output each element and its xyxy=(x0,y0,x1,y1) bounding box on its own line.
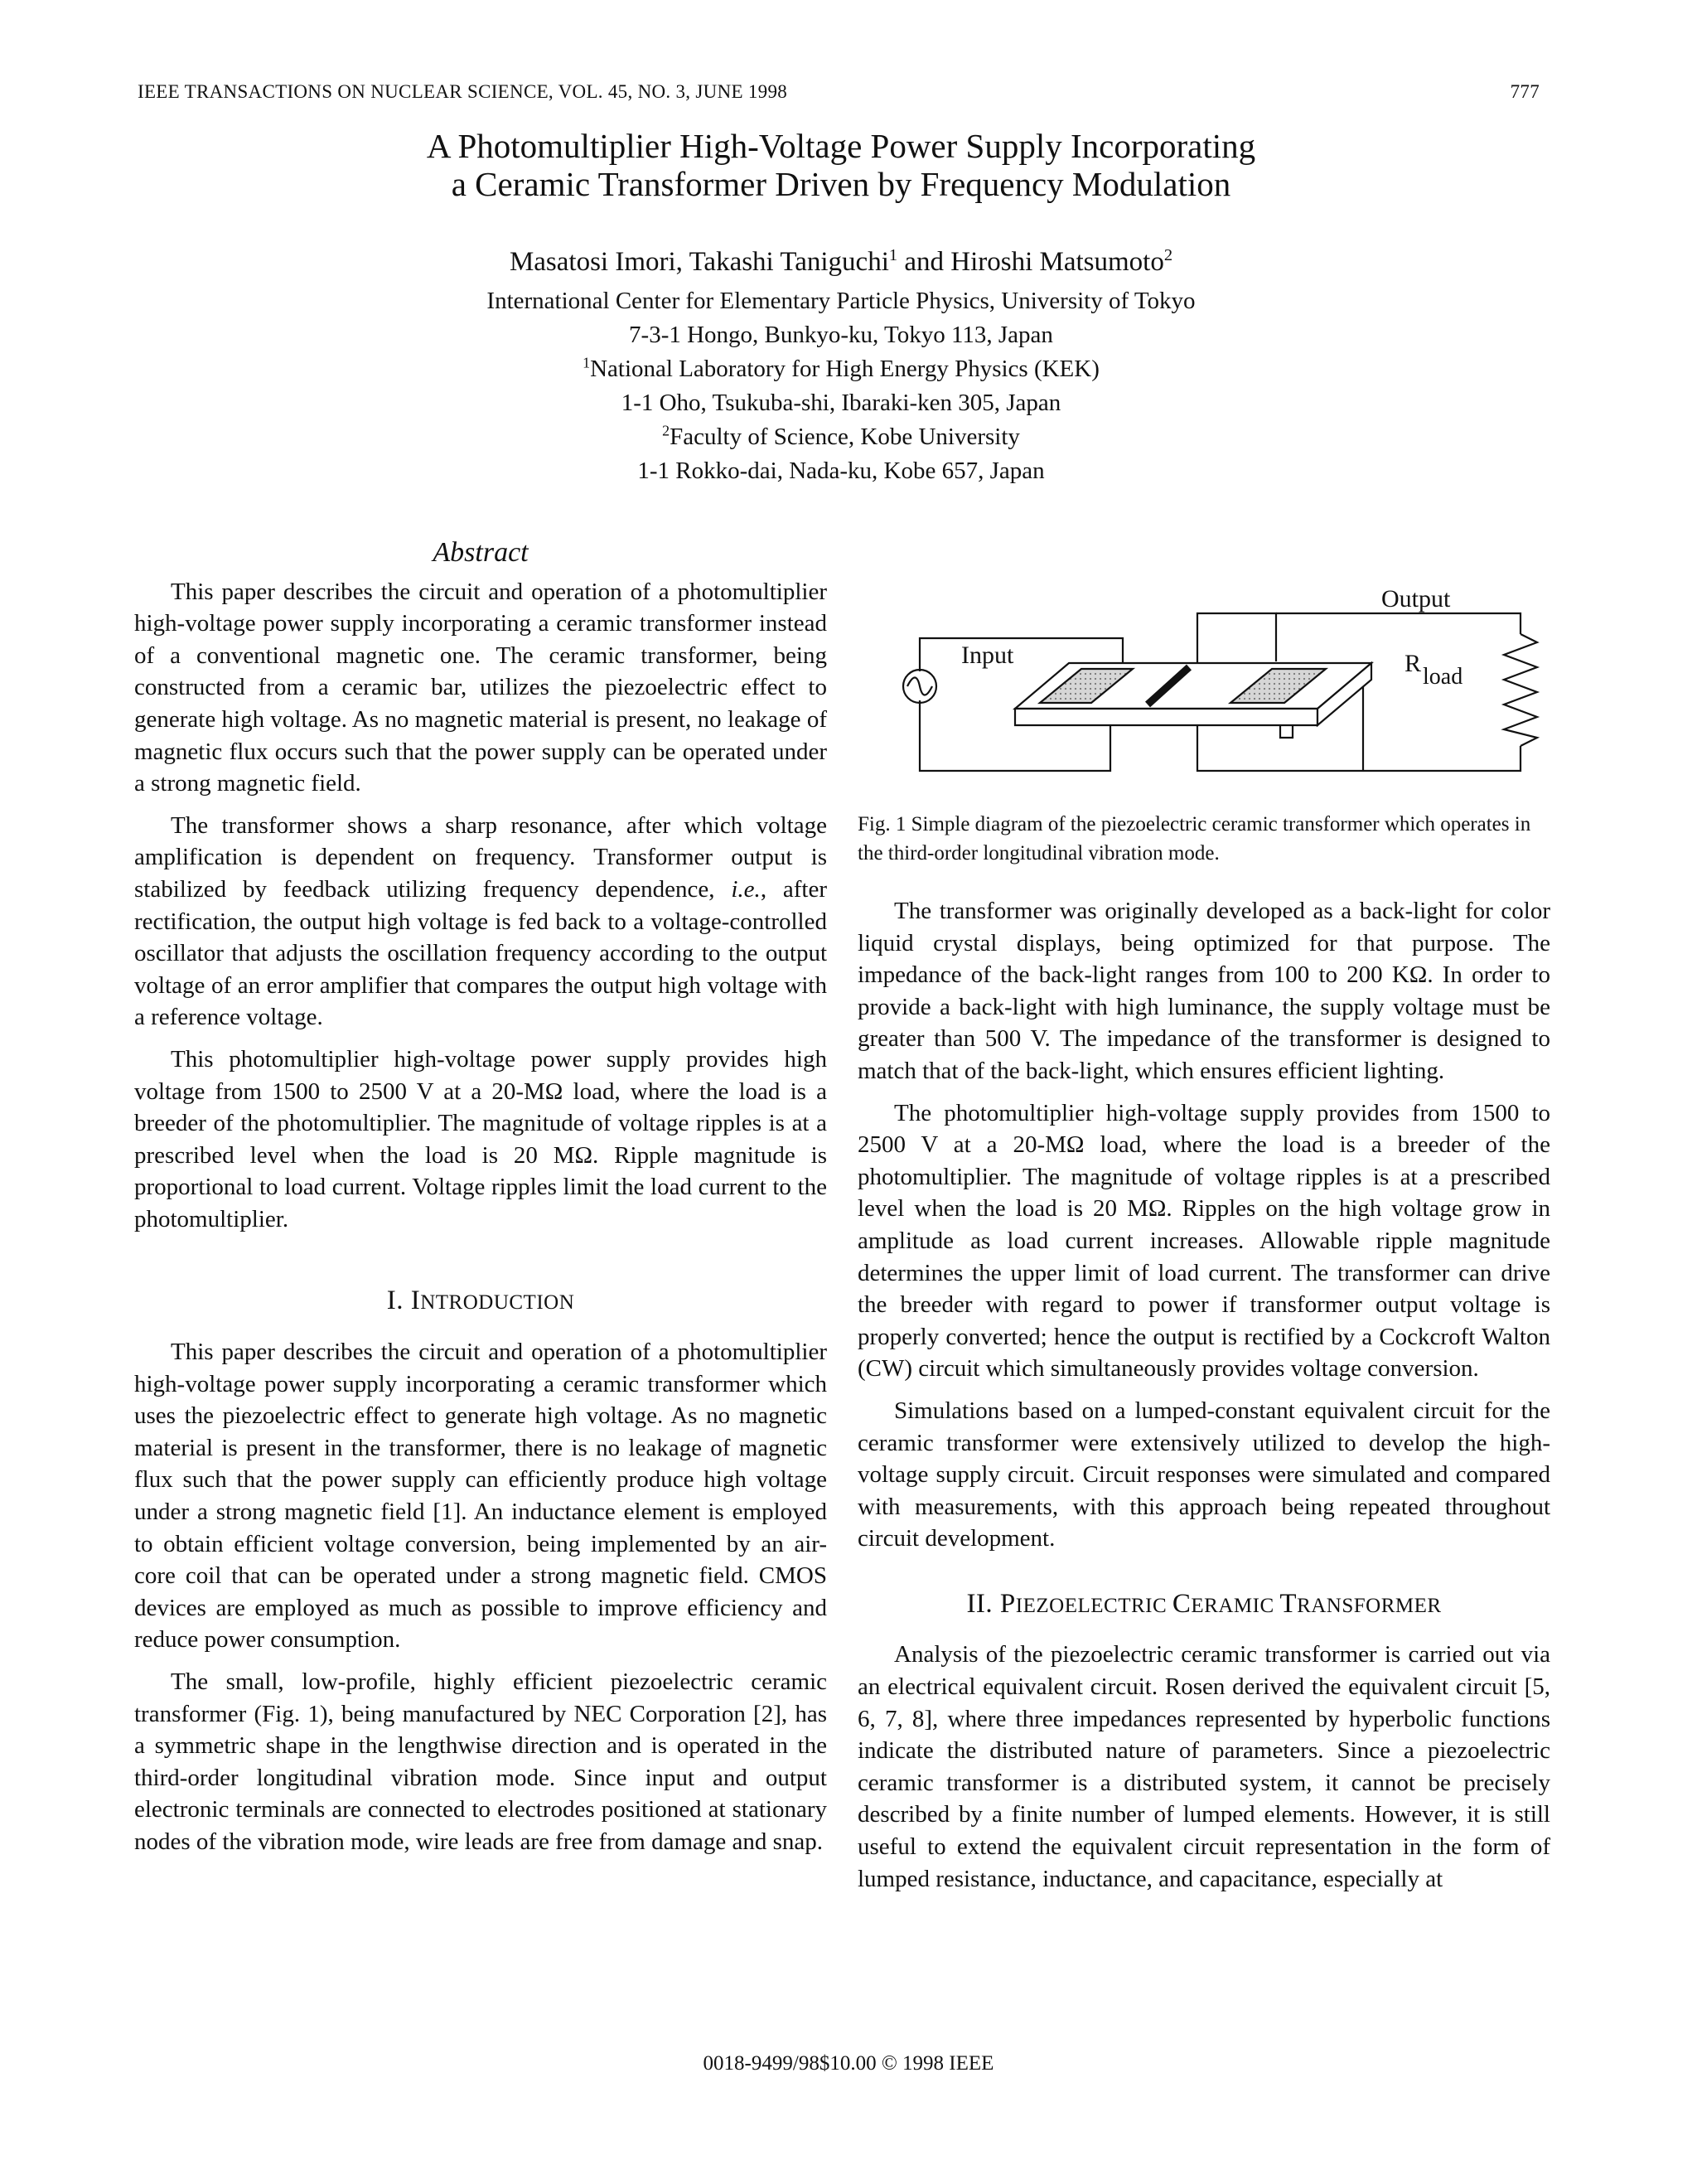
section-smallcaps-2: ERAMIC xyxy=(1191,1594,1280,1617)
left-column xyxy=(134,537,827,1868)
input-label: Input xyxy=(961,642,1014,669)
authors-part-2: and Hiroshi Matsumoto xyxy=(897,247,1164,277)
section-smallcaps-3: RANSFORMER xyxy=(1297,1594,1442,1617)
section-title-smallcaps: NTRODUCTION xyxy=(420,1291,575,1315)
affiliation-line xyxy=(0,352,1682,386)
author-list xyxy=(0,247,1682,278)
paper-title-line-1: A Photomultiplier High-Voltage Power Supply Incorporating xyxy=(426,127,1256,165)
section-smallcaps-1: IEZOELECTRIC xyxy=(1015,1594,1172,1617)
affiliation-line: 1-1 Rokko-dai, Nada-ku, Kobe 657, Japan xyxy=(637,458,1045,484)
copyright-footer: 0018-9499/98$10.00 © 1998 IEEE xyxy=(703,2052,994,2075)
intro-paragraph-2: The small, low-profile, highly efficient piezoelectric ceramic transformer (Fig. 1), being manufactured by NEC Corporation [2], has a symmetric shape in the lengthwise direction and is operated in the third-order longitudinal vibration mode. Since input and output electronic terminals are connected to electrodes positioned at stationary nodes of the vibration mode, wire leads are free from damage and snap. xyxy=(134,1668,827,1855)
right-paragraph-2: The photomultiplier high-voltage supply provides from 1500 to 2500 V at a 20-MΩ load, where the load is a breeder of the photomultiplier. The magnitude of voltage ripples is at a prescribed level when the load is 20 MΩ. Ripples on the high voltage grow in amplitude as load current increases. Allowable ripple magnitude determines the upper limit of load current. The transformer can drive the breeder with regard to power if transformer output voltage is properly converted; hence the output is rectified by a Cockcroft Walton (CW) circuit which simultaneously provides voltage conversion. xyxy=(858,1099,1550,1383)
output-wire-top xyxy=(1276,613,1521,634)
resistor-label-subscript: load xyxy=(1423,664,1463,690)
affiliations xyxy=(0,284,1682,488)
abstract-p2-ie: i.e. xyxy=(731,875,761,903)
section-cap-c: C xyxy=(1172,1588,1192,1619)
resistor-label: R xyxy=(1404,650,1422,677)
abstract-paragraph-1: This paper describes the circuit and operation of a photomultiplier high-voltage power supply incorporating a ceramic transformer instead of a conventional magnetic one. The ceramic transformer, being constructed from a ceramic bar, utilizes the piezoelectric effect to generate high voltage. As no magnetic material is present, no leakage of magnetic flux occurs such that the power supply can be operated under a strong magnetic field. xyxy=(134,578,827,797)
affiliation-text: Faculty of Science, Kobe University xyxy=(670,424,1020,450)
abstract-paragraph-3: This photomultiplier high-voltage power supply provides high voltage from 1500 to 2500 V at a 20-MΩ load, where the load is a breeder of the photomultiplier. The magnitude of voltage ripples is at a prescribed level when the load is 20 MΩ. Ripple magnitude is proportional to load current. Voltage ripples limit the load current to the photomultiplier. xyxy=(134,1045,827,1232)
output-label: Output xyxy=(1381,585,1451,613)
figure-1-transformer-diagram xyxy=(874,572,1554,783)
section-number: I. I xyxy=(386,1286,421,1316)
section-heading-introduction xyxy=(134,1285,827,1320)
affiliation-line: International Center for Elementary Particle Physics, University of Tokyo xyxy=(486,288,1196,314)
paper-title-line-2: a Ceramic Transformer Driven by Frequency Modulation xyxy=(451,165,1231,203)
author-sup-2: 2 xyxy=(1163,246,1173,264)
affiliation-line xyxy=(0,420,1682,454)
abstract-p2-text: The transformer shows a sharp resonance, after which voltage amplification is dependent on frequency. Transformer output is stabilized by feedback utilizing frequency dependence, xyxy=(134,811,827,903)
bottom-electrode-wire xyxy=(1280,725,1293,738)
sine-wave-icon xyxy=(907,678,932,695)
author-sup-1: 1 xyxy=(888,246,898,264)
intro-paragraph-1: This paper describes the circuit and operation of a photomultiplier high-voltage power supply incorporating a ceramic transformer which uses the piezoelectric effect to generate high voltage. As no magnetic material is present in the transformer, there is no leakage of magnetic flux such that the power supply can efficiently produce high voltage under a strong magnetic field [1]. An inductance element is employed to obtain efficient voltage conversion, being implemented by an air-core coil that can be operated under a strong magnetic field. CMOS devices are employed as much as possible to improve efficiency and reduce power consumption. xyxy=(134,1339,827,1654)
section-cap-t: T xyxy=(1279,1588,1298,1619)
right-paragraph-1: The transformer was originally developed as a back-light for color liquid crystal displays, being optimized for that purpose. The impedance of the back-light ranges from 100 to 200 KΩ. In order to provide a back-light with high luminance, the supply voltage must be greater than 500 V. The impedance of the transformer is designed to match that of the back-light, which ensures efficient lighting. xyxy=(858,898,1550,1084)
abstract-heading: Abstract xyxy=(433,537,529,568)
ceramic-bar-front xyxy=(1015,709,1317,725)
page-number: 777 xyxy=(1510,81,1540,102)
right-paragraph-4: Analysis of the piezoelectric ceramic transformer is carried out via an electrical equivalent circuit. Rosen derived the equivalent circuit [5, 6, 7, 8], where three impedances represented by hyperbolic functions indicate the distributed nature of parameters. Since a piezoelectric ceramic transformer is a distributed system, it cannot be precisely described by a finite number of lumped elements. However, it is still useful to extend the equivalent circuit representation in the form of lumped resistance, inductance, and capacitance, especially at xyxy=(858,1641,1550,1892)
resistor-icon xyxy=(1504,634,1537,746)
authors-part-1: Masatosi Imori, Takashi Taniguchi xyxy=(509,247,889,277)
affiliation-sup: 1 xyxy=(583,354,591,371)
affiliation-sup: 2 xyxy=(662,422,670,439)
right-paragraph-3: Simulations based on a lumped-constant equivalent circuit for the ceramic transformer were extensively utilized to develop the high-voltage supply circuit. Circuit responses were simulated and compared with measurements, with this approach being repeated throughout circuit development. xyxy=(858,1397,1550,1552)
abstract-p2-text-2: , after rectification, the output high voltage is fed back to a voltage-controlled oscillator that adjusts the oscillation frequency according to the output voltage of an error amplifier that compares the output high voltage with a reference voltage. xyxy=(134,875,827,1031)
abstract-paragraph-2 xyxy=(134,810,827,1034)
running-header: IEEE TRANSACTIONS ON NUCLEAR SCIENCE, VOL. 45, NO. 3, JUNE 1998 xyxy=(138,81,788,102)
affiliation-line: 7-3-1 Hongo, Bunkyo-ku, Tokyo 113, Japan xyxy=(629,322,1053,348)
affiliation-line: 1-1 Oho, Tsukuba-shi, Ibaraki-ken 305, Japan xyxy=(621,390,1061,416)
affiliation-text: National Laboratory for High Energy Physics (KEK) xyxy=(590,356,1100,382)
figure-1-caption: Fig. 1 Simple diagram of the piezoelectric ceramic transformer which operates in the third-order longitudinal vibration mode. xyxy=(858,813,1531,864)
right-column xyxy=(858,895,1550,1905)
section-number: II. P xyxy=(966,1588,1016,1619)
section-heading-piezoelectric xyxy=(858,1588,1550,1623)
